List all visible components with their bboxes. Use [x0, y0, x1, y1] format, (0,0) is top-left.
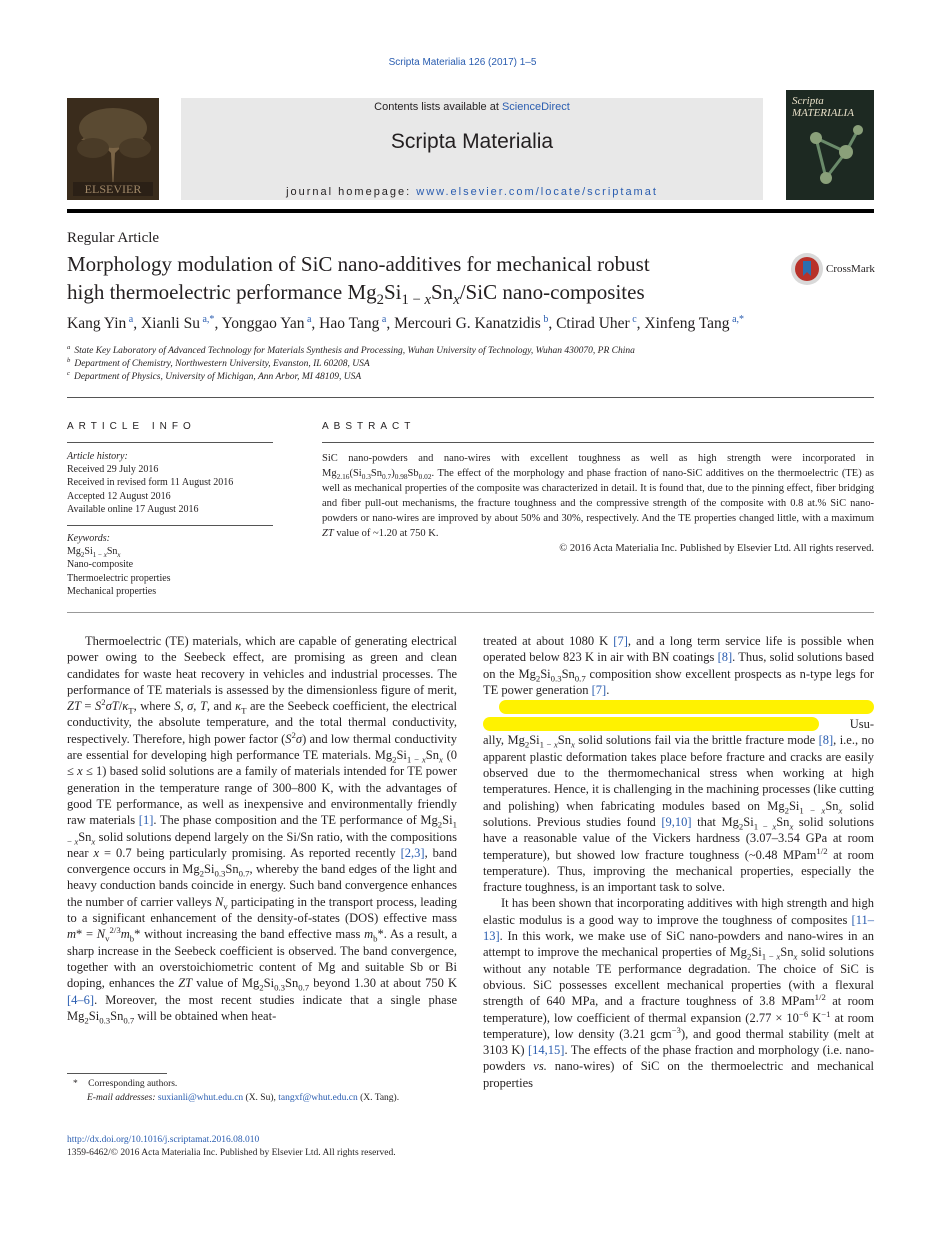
- corresponding-text: Corresponding authors.: [88, 1079, 178, 1089]
- author-name: Ctirad Uher: [556, 315, 630, 332]
- revised-date: Received in revised form 11 August 2016: [67, 477, 234, 489]
- section-rule: [67, 612, 874, 613]
- citation-link[interactable]: [4–6]: [67, 992, 95, 1007]
- received-date: Received 29 July 2016: [67, 464, 159, 476]
- journal-reference[interactable]: Scripta Materialia 126 (2017) 1–5: [388, 57, 537, 68]
- crossmark-button[interactable]: [790, 252, 880, 286]
- body-paragraph: Thermoelectric (TE) materials, which are capable of generating electrical power owing to the Seebeck effect, are promising as green and clean candidates for waste heat recovery in vehicles and industrial processes. The performance of TE materials is assessed by the dimensionless figure of merit, ZT = $S^2\sigma T/\kappa_T$, where S, σ, T, and $\kappa_T$ are the Seebeck coefficient, the electrical conductivity, the absolute temperature, and the total thermal conductivity, respectively. Therefore, high power factor $(S^2\sigma)$ and low thermal conductivity are essential for developing high performance TE materials. $Mg_2Si_{1 - x}Sn_x$ (0 ≤ x ≤ 1) based solid solutions are a family of materials intended for TE power generation in the temperature range of 300–800 K, with the advantages of good TE performance, as well as inexpensive and environmentally friendly raw materials [1]. The phase composition and the TE performance of $Mg_2Si_{1 - x}Sn_x$ solid solutions depend largely on the Si/Sn ratio, with the compositions near x = 0.7 being particularly promising. As reported recently [2,3], band convergence occurs in $Mg_2Si_{0.3}Sn_{0.7}$, whereby the band edges of the light and heavy conduction bands coincide in energy. Such band convergence enhances the number of carrier valleys $N_v$ participating in the transport process, leading to a significant enhancement of the density-of-states (DOS) effective mass $m* = N_v^{2/3}m_b*$ without increasing the band effective mass $m_b*$. As a result, a sharp increase in the Seebeck coefficient is observed. The band convergence, together with an overstoichiometric content of Mg and suitable Sb or Bi doping, enhances the ZT value of $Mg_2Si_{0.3}Sn_{0.7}$ beyond 1.30 at about 750 K [4–6]. Moreover, the most recent studies indicate that a single phase $Mg_2Si_{0.3}Sn_{0.7}$ will be obtained when heat-: [67, 634, 458, 1026]
- author-affiliation-link[interactable]: c: [629, 313, 637, 325]
- author-affiliation-link[interactable]: a: [126, 313, 134, 325]
- affiliation-text: State Key Laboratory of Advanced Technology for Materials Synthesis and Processing, Wuhan University of Technology, Wuhan 430070, PR China: [74, 346, 635, 356]
- citation-link[interactable]: [14,15]: [528, 1043, 565, 1058]
- author-affiliation-link[interactable]: a,*: [199, 313, 215, 325]
- keywords: [67, 532, 277, 598]
- tree-emblem-icon: [67, 98, 159, 200]
- email-label: E-mail addresses:: [87, 1092, 156, 1103]
- doi-link[interactable]: http://dx.doi.org/10.1016/j.scriptamat.2016.08.010: [67, 1135, 260, 1145]
- affiliation-item: [67, 358, 767, 371]
- article-info-heading: ARTICLE INFO: [67, 421, 196, 432]
- highlight-mark: [499, 700, 874, 714]
- online-date: Available online 17 August 2016: [67, 503, 199, 515]
- journal-title: Scripta Materialia: [390, 130, 554, 153]
- affiliations: [67, 345, 767, 384]
- citation-link[interactable]: [9,10]: [661, 814, 692, 829]
- author-list: Kang Yin $^a$, Xianli Su $^{a,*}$, Yonggao Yan $^a$, Hao Tang $^a$, Mercouri G. Kanatzidis $^b$, Ctirad Uher $^c$, Xinfeng Tang $^{a,*}$: [67, 313, 745, 332]
- sciencedirect-link[interactable]: ScienceDirect: [501, 101, 570, 113]
- affiliation-key: b: [67, 356, 71, 364]
- author-name: Yonggao Yan: [221, 315, 305, 332]
- body-paragraph: treated at about 1080 K [7], and a long term service life is possible when operated below 823 K in air with BN coatings [8]. Thus, solid solutions based on the $Mg_2Si_{0.3}Sn_{0.7}$ composition show excellent prospects as n-type legs for TE power generation [7].: [483, 634, 875, 697]
- author-name: Hao Tang: [319, 315, 380, 332]
- contents-prefix: Contents lists available at: [374, 101, 502, 113]
- footnote-emails: [67, 1092, 467, 1106]
- author-name: Xianli Su: [140, 315, 200, 332]
- journal-cover-image: [786, 90, 874, 200]
- info-rule: [67, 442, 273, 443]
- article-type: Regular Article: [67, 230, 160, 246]
- title-line-2-start: high thermoelectric performance Mg: [67, 280, 377, 304]
- article-title: Morphology modulation of SiC nano-additives for mechanical robust high thermoelectric performance $Mg_2Si_{1 - x}Sn_x$/SiC nano-composites: [67, 252, 650, 309]
- author-name: Xinfeng Tang: [644, 315, 730, 332]
- citation-link[interactable]: [2,3]: [400, 845, 425, 860]
- abstract-copyright: © 2016 Acta Materialia Inc. Published by Elsevier Ltd. All rights reserved.: [559, 543, 874, 554]
- cover-title: Scripta MATERIALIA: [792, 95, 854, 119]
- keyword-item: $Mg_2Si_{1 - x}Sn_x$: [67, 546, 121, 560]
- abstract-rule: [322, 442, 874, 443]
- citation-link[interactable]: [7]: [613, 634, 628, 648]
- title-line-2-end: /SiC nano-composites: [459, 280, 645, 304]
- homepage-link[interactable]: www.elsevier.com/locate/scriptamat: [416, 186, 658, 198]
- header-rule: [67, 209, 874, 213]
- affiliation-item: [67, 345, 767, 358]
- abstract-body: SiC nano-powders and nano-wires with excellent toughness as well as high strength were incorporated in $Mg_{2.16}(Si_{0.3}Sn_{0.7})_{0.98}Sb_{0.02}$. The effect of the morphology and phase fraction of nano-SiC additives on the thermoelectric (TE) as well as mechanical properties of the composite was characterized in detail. It is found that, due to the pinning effect, fiber bridging and fiber pull-out mechanisms, the fracture toughness and the compressive strength of the composite with 0.8 at.% SiC nano-powders or nano-wires are improved by about 50% and 30%, respectively. And the TE properties changed little, with a maximum ZT value of ~1.20 at 750 K. © 2016 Acta Materialia Inc. Published by Elsevier Ltd. All rights reserved.: [322, 453, 874, 554]
- citation-link[interactable]: [1]: [138, 813, 154, 828]
- highlight-line: [483, 716, 874, 732]
- body-right-column: [483, 633, 874, 1091]
- email-owner-su: (X. Su),: [245, 1092, 276, 1103]
- elsevier-logo: [67, 98, 159, 200]
- affiliation-item: [67, 371, 767, 384]
- history-label: Article history:: [67, 451, 128, 462]
- citation-link[interactable]: [8]: [818, 733, 834, 748]
- keyword-item: Nano-composite: [67, 559, 134, 571]
- title-line-1: Morphology modulation of SiC nano-additives for mechanical robust: [67, 252, 650, 276]
- author-name: Mercouri G. Kanatzidis: [394, 315, 541, 332]
- body-left-column: [67, 633, 457, 1024]
- info-rule: [67, 525, 273, 526]
- issn-line: 1359-6462/© 2016 Acta Materialia Inc. Published by Elsevier Ltd. All rights reserved.: [67, 1148, 396, 1158]
- article-history: [67, 450, 277, 516]
- author-affiliation-link[interactable]: a: [379, 313, 387, 325]
- body-paragraph: It has been shown that incorporating additives with high strength and high elastic modulus is a good way to improve the toughness of composites [11–13]. In this work, we make use of SiC nano-powders and nano-wires in an attempt to improve the mechanical properties of $Mg_2Si_{1 - x}Sn_x$ solid solutions without any notable TE performance degradation. The choice of SiC is obvious. SiC possesses excellent mechanical properties (with a flexural strength of 640 MPa, and a fracture toughness of 3.8 MPam$^{1/2}$ at room temperature), low coefficient of thermal expansion ($2.77 \times 10^{-6}$ $K^{-1}$ at room temperature), low density (3.21 gcm$^{-3}$), and good thermal stability (melt at 3103 K) [14,15]. The effects of the phase fraction and morphology (i.e. nano-powders vs. nano-wires) of SiC on the thermoelectric and mechanical properties: [483, 896, 874, 1090]
- email-link-su[interactable]: suxianli@whut.edu.cn: [157, 1092, 244, 1103]
- body-fragment: Usu-: [849, 717, 874, 732]
- elsevier-wordmark: ELSEVIER: [84, 182, 142, 196]
- author-affiliation-link[interactable]: a,*: [729, 313, 745, 325]
- footnote-corresponding: * Corresponding authors.: [73, 1079, 178, 1089]
- affiliation-key: a: [67, 343, 71, 351]
- crossmark-icon: [790, 252, 824, 286]
- author-affiliation-link[interactable]: a: [304, 313, 312, 325]
- doi-block: [67, 1134, 467, 1160]
- email-owner-tang: (X. Tang).: [360, 1092, 400, 1103]
- crossmark-label: CrossMark: [826, 263, 875, 275]
- citation-link[interactable]: [7]: [591, 682, 607, 697]
- affiliation-key: c: [67, 369, 70, 377]
- email-link-tang[interactable]: tangxf@whut.edu.cn: [278, 1092, 358, 1103]
- affiliation-text: Department of Chemistry, Northwestern University, Evanston, IL 60208, USA: [74, 359, 370, 369]
- abstract-heading: ABSTRACT: [322, 421, 416, 432]
- body-paragraph: ally, $Mg_2Si_{1 - x}Sn_x$ solid solutions fail via the brittle fracture mode [8], i.e., no apparent plastic deformation takes place before fracture and cracks are easily observed due to the thermomechanical stress when working at high temperatures. Hence, it is challenging in the machining processes (like cutting and polishing) when fabricating modules based on $Mg_2Si_{1 - x}Sn_x$ solid solutions. Previous studies found [9,10] that $Mg_2Si_{1 - x}Sn_x$ solid solutions have a reasonable value of the Vickers hardness (3.07–3.54 GPa at room temperature), but showed low fracture toughness (~0.48 MPam$^{1/2}$ at room temperature). Thus, improving the mechanical properties, especially the fracture toughness, is an important task to solve.: [483, 733, 874, 895]
- contents-line: [181, 101, 763, 113]
- citation-link[interactable]: [11–13]: [483, 912, 874, 944]
- keywords-label: Keywords:: [67, 533, 110, 544]
- highlight-mark: [483, 717, 819, 731]
- keyword-item: Mechanical properties: [67, 585, 157, 597]
- author-name: Kang Yin: [67, 315, 127, 332]
- homepage-prefix: journal homepage:: [286, 186, 417, 198]
- author-affiliation-link[interactable]: b: [540, 313, 549, 325]
- keyword-item: Thermoelectric properties: [67, 572, 171, 584]
- homepage-line: [181, 186, 763, 198]
- citation-link[interactable]: [8]: [717, 650, 733, 665]
- section-rule: [67, 397, 874, 398]
- footnote-rule: [67, 1073, 167, 1074]
- footnotes: [67, 1078, 467, 1105]
- affiliation-text: Department of Physics, University of Michigan, Ann Arbor, MI 48109, USA: [73, 372, 362, 382]
- accepted-date: Accepted 12 August 2016: [67, 490, 171, 502]
